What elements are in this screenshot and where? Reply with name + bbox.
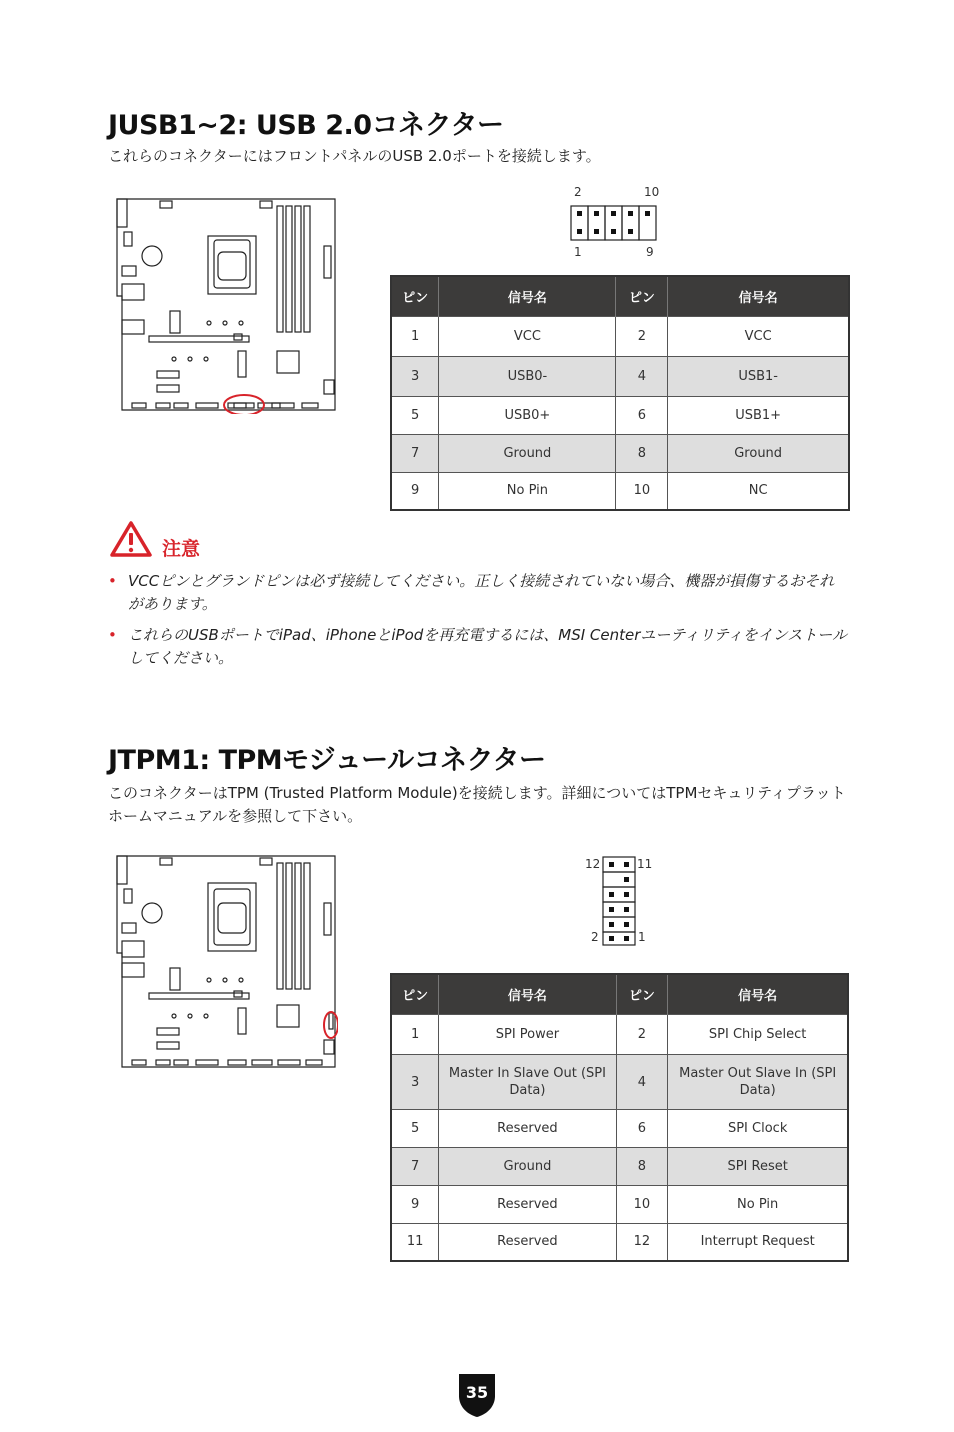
table-row (391, 1224, 848, 1261)
table-row (391, 1148, 848, 1186)
list-item (108, 624, 848, 670)
table-row (391, 1110, 848, 1148)
table-header-row (391, 276, 849, 317)
signal-cell: USB0+ (439, 397, 616, 435)
pin-cell: 2 (616, 1015, 668, 1055)
header-signal: 信号名 (439, 276, 616, 317)
caution-item-text: VCCピンとグランドピンは必ず接続してください。正しく接続されていない場合、機器が損傷するおそれがあります。 (128, 572, 835, 613)
signal-cell: Reserved (439, 1110, 616, 1148)
table-row (391, 397, 849, 435)
header-pin: ピン (616, 974, 668, 1015)
usb-section-intro: これらのコネクターにはフロントパネルのUSB 2.0ポートを接続します。 (108, 147, 601, 165)
pin-cell: 7 (391, 1148, 439, 1186)
tpm-section-intro: このコネクターはTPM (Trusted Platform Module)を接続します。詳細についてはTPMセキュリティプラットホームマニュアルを参照して下さい。 (108, 784, 846, 825)
pin-cell: 9 (391, 1186, 439, 1224)
tpm-pin-label-bottom-left: 2 (591, 930, 599, 944)
table-row (391, 473, 849, 510)
tpm-section-title: JTPM1: TPMモジュールコネクター (108, 745, 546, 776)
pin-cell: 6 (616, 1110, 668, 1148)
table-row (391, 435, 849, 473)
signal-cell: Master Out Slave In (SPI Data) (668, 1055, 848, 1110)
header-pin: ピン (391, 974, 439, 1015)
pin-cell: 10 (616, 473, 668, 510)
motherboard-diagram-tpm (112, 853, 338, 1071)
signal-cell: SPI Reset (668, 1148, 848, 1186)
bullet-icon: • (108, 626, 117, 644)
signal-cell: SPI Chip Select (668, 1015, 848, 1055)
usb-pin-header-diagram (570, 205, 660, 241)
warning-triangle-icon (109, 520, 153, 558)
signal-cell: Ground (439, 435, 616, 473)
pin-cell: 10 (616, 1186, 668, 1224)
table-row (391, 317, 849, 357)
pin-cell: 1 (391, 1015, 439, 1055)
signal-cell: Ground (668, 435, 849, 473)
table-row (391, 1015, 848, 1055)
pin-cell: 1 (391, 317, 439, 357)
pin-cell: 8 (616, 1148, 668, 1186)
pin-cell: 12 (616, 1224, 668, 1261)
signal-cell: NC (668, 473, 849, 510)
page-number: 35 (465, 1383, 489, 1402)
signal-cell: Ground (439, 1148, 616, 1186)
signal-cell: USB0- (439, 357, 616, 397)
pin-cell: 6 (616, 397, 668, 435)
pin-cell: 3 (391, 357, 439, 397)
pin-cell: 5 (391, 397, 439, 435)
signal-cell: VCC (439, 317, 616, 357)
header-signal: 信号名 (668, 974, 848, 1015)
motherboard-diagram-usb (112, 196, 338, 414)
tpm-header-highlight (324, 1012, 338, 1038)
pin-cell: 11 (391, 1224, 439, 1261)
caution-title: 注意 (162, 538, 201, 560)
usb-pin-label-top-right: 10 (644, 185, 660, 199)
pin-cell: 9 (391, 473, 439, 510)
signal-cell: VCC (668, 317, 849, 357)
tpm-pin-header-diagram (602, 856, 636, 946)
header-signal: 信号名 (668, 276, 849, 317)
signal-cell: Reserved (439, 1186, 616, 1224)
header-pin: ピン (391, 276, 439, 317)
usb-section-title: JUSB1~2: USB 2.0コネクター (108, 110, 504, 141)
pin-cell: 4 (616, 1055, 668, 1110)
caution-list (108, 570, 848, 670)
tpm-pin-label-top-left: 12 (585, 857, 601, 871)
pin-cell: 2 (616, 317, 668, 357)
signal-cell: SPI Clock (668, 1110, 848, 1148)
caution-item-text: これらのUSBポートでiPad、iPhoneとiPodを再充電するには、MSI Centerユーティリティをインストールしてください。 (128, 626, 847, 667)
table-row (391, 357, 849, 397)
table-row (391, 1186, 848, 1224)
pin-cell: 5 (391, 1110, 439, 1148)
tpm-pin-label-top-right: 11 (637, 857, 653, 871)
bullet-icon: • (108, 572, 117, 590)
signal-cell: Reserved (439, 1224, 616, 1261)
pin-cell: 8 (616, 435, 668, 473)
header-signal: 信号名 (439, 974, 616, 1015)
signal-cell: No Pin (668, 1186, 848, 1224)
signal-cell: No Pin (439, 473, 616, 510)
pin-cell: 7 (391, 435, 439, 473)
tpm-pin-table (390, 973, 849, 1262)
list-item (108, 570, 848, 616)
signal-cell: SPI Power (439, 1015, 616, 1055)
signal-cell: Master In Slave Out (SPI Data) (439, 1055, 616, 1110)
pin-cell: 3 (391, 1055, 439, 1110)
tpm-pin-label-bottom-right: 1 (638, 930, 646, 944)
signal-cell: USB1- (668, 357, 849, 397)
usb-pin-label-top-left: 2 (574, 185, 582, 199)
usb-pin-table (390, 275, 850, 511)
table-row (391, 1055, 848, 1110)
header-pin: ピン (616, 276, 668, 317)
table-header-row (391, 974, 848, 1015)
usb-pin-label-bottom-left: 1 (574, 245, 582, 259)
usb-pin-label-bottom-right: 9 (646, 245, 654, 259)
signal-cell: Interrupt Request (668, 1224, 848, 1261)
pin-cell: 4 (616, 357, 668, 397)
signal-cell: USB1+ (668, 397, 849, 435)
